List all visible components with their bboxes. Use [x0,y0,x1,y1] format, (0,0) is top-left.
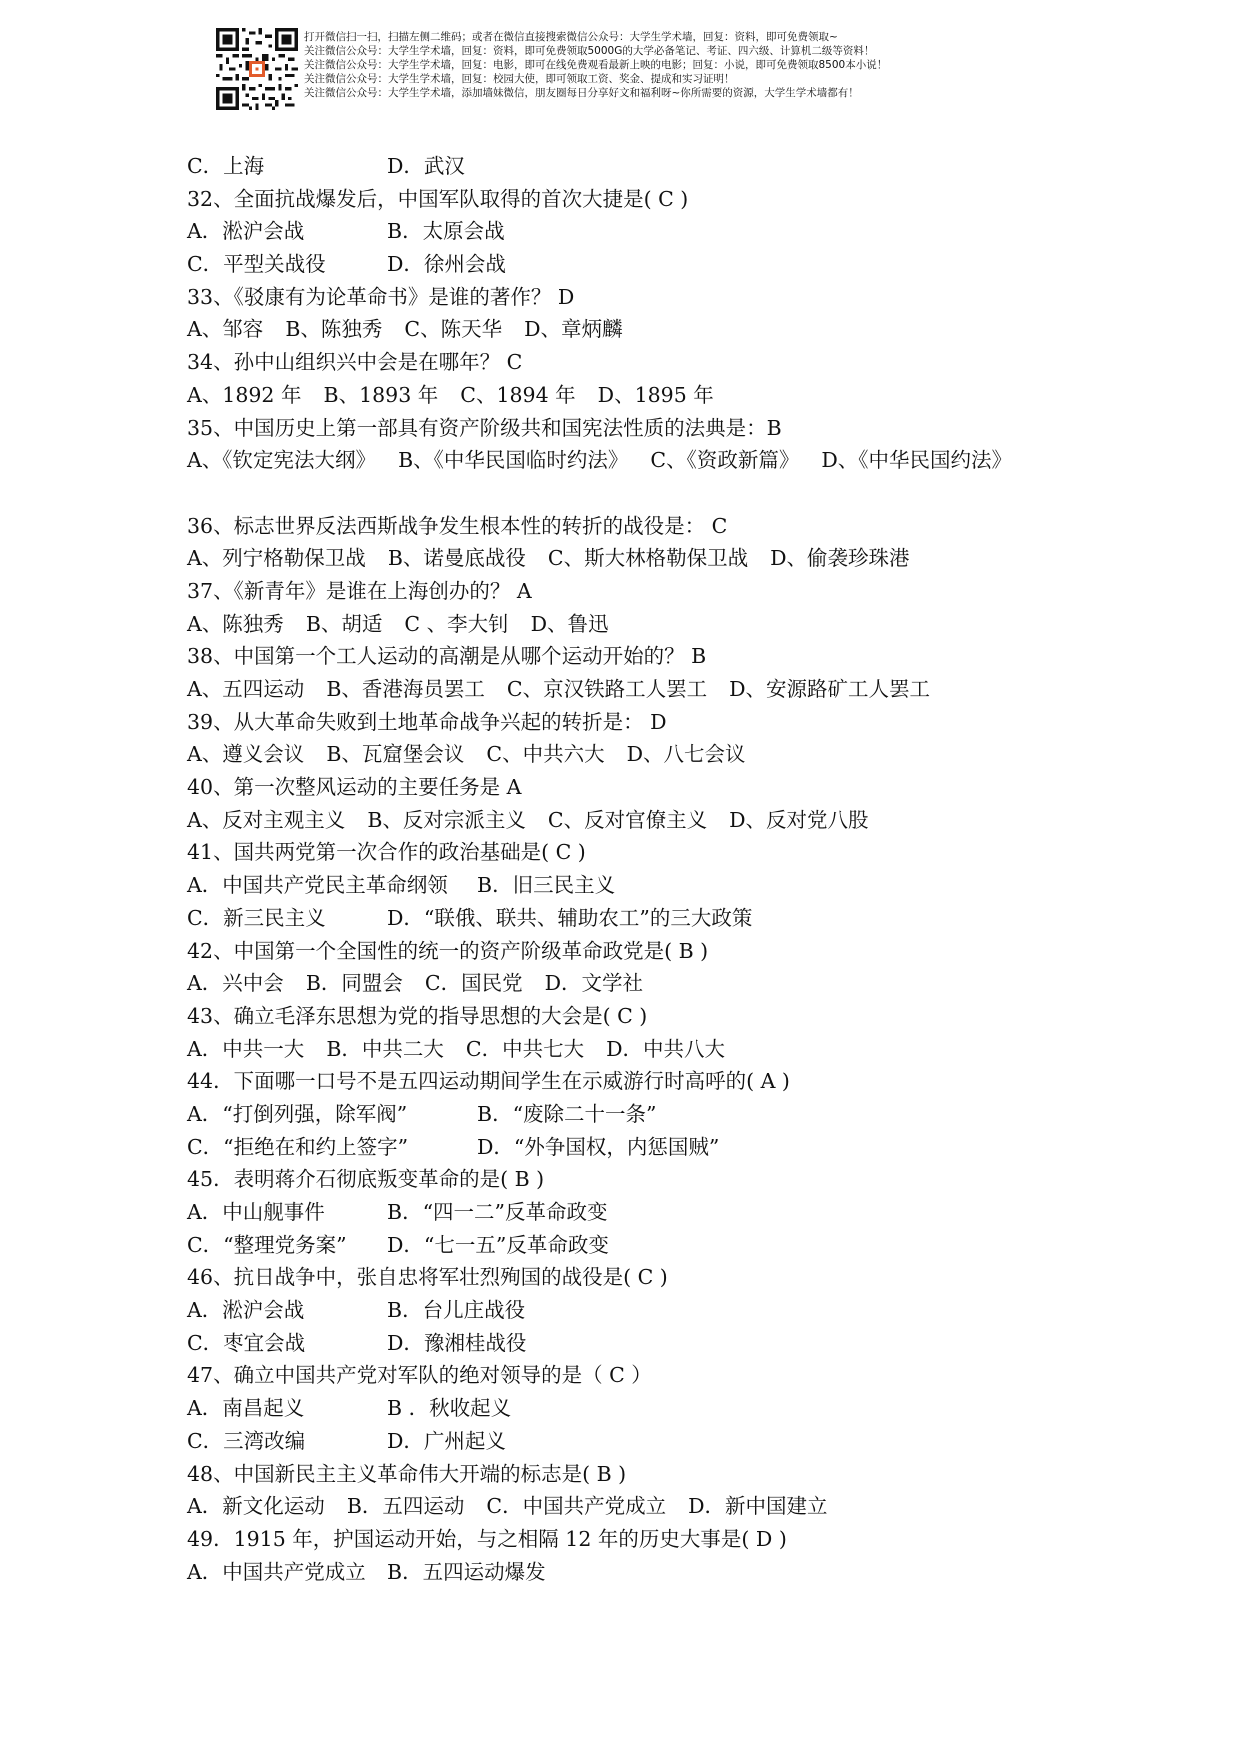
question-text: 41、国共两党第一次合作的政治基础是( C ) [187,840,586,865]
option-item: A．“打倒列强，除军阀” [187,1101,408,1126]
option-row [187,1294,1087,1327]
option-item: B、香港海员罢工 [326,677,485,701]
question-text: 40、第一次整风运动的主要任务是 A [187,775,522,800]
option-item: C．三湾改编 [187,1428,306,1453]
question-text: 33、《驳康有为论革命书》是谁的著作？ D [187,284,575,309]
option-item: B、胡适 [305,611,383,636]
option-item: B、反对宗派主义 [367,807,526,832]
option-item: C、《资政新篇》 [650,448,800,473]
option-item: D、反对党八股 [729,807,869,832]
option-item: A、邹容 [187,317,264,342]
option-item: D．豫湘桂战役 [387,1330,527,1355]
option-item: B、《中华民国临时约法》 [398,448,629,473]
option-row [187,1098,1087,1131]
question-text: 45．表明蒋介石彻底叛变革命的是( B ) [187,1167,545,1192]
option-item: A．中国共产党成立 [187,1559,366,1584]
option-item: C．中共七大 [465,1036,585,1061]
option-row [187,738,1087,771]
question-list [187,150,1087,1588]
option-row [187,313,1087,346]
question-text: 34、孙中山组织兴中会是在哪年？ C [187,350,523,375]
option-item: A．兴中会 [187,971,284,996]
option-item: C．“整理党务案” [187,1232,347,1257]
option-row [187,1425,1087,1458]
option-item: D．中共八大 [606,1036,726,1061]
promo-banner [216,28,996,112]
option-row [187,902,1087,935]
question-text: 43、确立毛泽东思想为党的指导思想的大会是( C ) [187,1003,648,1028]
option-item: B、陈独秀 [285,317,383,342]
option-item: D．徐州会战 [387,252,506,277]
option-item: B、瓦窟堡会议 [326,742,465,767]
option-item: D．“七一五”反革命政变 [387,1232,609,1257]
option-row [187,1556,1087,1589]
option-item: B．太原会战 [387,219,505,244]
option-item: C、中共六大 [486,742,605,767]
option-item: D、安源路矿工人罢工 [729,677,931,701]
banner-line: 打开微信扫一扫，扫描左侧二维码；或者在微信直接搜索微信公众号：大学生学术墙，回复：资料，即可免费领取~ [304,31,838,43]
banner-line: 关注微信公众号：大学生学术墙，回复：校园大使，即可领取工资、奖金、提成和实习证明！ [304,73,735,85]
option-row [187,444,1087,477]
option-item: B．“废除二十一条” [477,1101,657,1126]
question-text: 49．1915 年，护国运动开始，与之相隔 12 年的历史大事是( D ) [187,1526,787,1551]
option-row [187,804,1087,837]
option-item: B．“四一二”反革命政变 [387,1200,608,1224]
question-text: 48、中国新民主主义革命伟大开端的标志是( B ) [187,1461,627,1486]
option-item: B．五四运动爆发 [387,1559,546,1584]
option-item: D．“外争国权，内惩国贼” [477,1134,720,1159]
question-text: 42、中国第一个全国性的统一的资产阶级革命政党是( B ) [187,938,709,963]
option-item: A．淞沪会战 [187,1298,305,1323]
option-item: C．中国共产党成立 [486,1494,667,1519]
option-item: C．上海 [187,154,265,178]
option-item: C．平型关战役 [187,252,326,277]
option-item: A、列宁格勒保卫战 [187,546,366,571]
option-row [187,1490,1087,1523]
banner-line: 关注微信公众号：大学生学术墙，回复：资料，即可免费领取5000G的大学必备笔记、考证、四六级、计算机二级等资料！ [304,45,875,57]
option-item: D．文学社 [544,971,644,996]
banner-line: 关注微信公众号：大学生学术墙，添加墙妹微信，朋友圈每日分享好文和福利呀~你所需要的资源，大学生学术墙都有！ [304,87,859,99]
option-item: A．中国共产党民主革命纲领 [187,873,448,898]
option-item: B．同盟会 [305,971,403,996]
option-row [187,1033,1087,1066]
question-text: 47、确立中国共产党对军队的绝对领导的是（ C ） [187,1363,652,1388]
option-item: A．淞沪会战 [187,219,305,244]
option-item: C、反对官僚主义 [547,807,708,832]
option-row [187,967,1087,1000]
option-item: A．新文化运动 [187,1494,325,1519]
option-item: B ．秋收起义 [387,1396,512,1421]
option-item: C、1894 年 [460,382,576,407]
question-text: 37、《新青年》是谁在上海创办的？ A [187,578,532,603]
option-item: D．广州起义 [387,1428,506,1453]
option-item: D、《中华民国约法》 [821,448,1013,473]
option-item: A．南昌起义 [187,1396,305,1421]
option-row [187,150,1087,183]
option-row [187,215,1087,248]
question-text: 46、抗日战争中，张自忠将军壮烈殉国的战役是( C ) [187,1265,668,1290]
qr-code-icon[interactable] [216,28,298,110]
option-item: C、陈天华 [404,317,503,342]
option-item: A、陈独秀 [187,611,284,636]
option-item: B．台儿庄战役 [387,1298,526,1323]
option-item: A、五四运动 [187,677,305,701]
option-item: D．“联俄、联共、辅助农工”的三大政策 [387,905,753,930]
option-item: A、遵义会议 [187,742,305,767]
option-item: C．新三民主义 [187,905,326,930]
option-item: D．武汉 [387,154,465,178]
option-item: C、京汉铁路工人罢工 [506,677,708,701]
option-item: A、《钦定宪法大纲》 [187,448,377,473]
question-text: 35、中国历史上第一部具有资产阶级共和国宪法性质的法典是：B [187,415,782,440]
option-item: B、诺曼底战役 [387,546,526,571]
option-item: C 、李大钊 [404,611,509,636]
option-item: A、1892 年 [187,382,302,407]
option-item: C．枣宜会战 [187,1330,306,1355]
option-item: D、章炳麟 [524,317,623,342]
option-row [187,1327,1087,1360]
option-item: C．国民党 [424,971,523,996]
question-text: 38、中国第一个工人运动的高潮是从哪个运动开始的？ B [187,644,707,669]
option-item: C．“拒绝在和约上签字” [187,1134,409,1159]
option-row [187,379,1087,412]
option-row [187,1131,1087,1164]
banner-line: 关注微信公众号：大学生学术墙，回复：电影，即可在线免费观看最新上映的电影；回复：小说，即可免费领取8500本小说！ [304,59,888,71]
option-item: D．新中国建立 [688,1494,828,1519]
option-row [187,1196,1087,1229]
option-item: A、反对主观主义 [187,807,346,832]
option-item: B．五四运动 [346,1494,465,1519]
question-text: 32、全面抗战爆发后，中国军队取得的首次大捷是( C ) [187,186,689,211]
option-item: A．中山舰事件 [187,1200,325,1224]
question-text: 44．下面哪一口号不是五四运动期间学生在示威游行时高呼的( A ) [187,1069,790,1094]
option-row [187,542,1087,575]
option-item: B．旧三民主义 [477,873,616,898]
option-item: B、1893 年 [323,382,439,407]
question-text: 39、从大革命失败到土地革命战争兴起的转折是： D [187,709,667,734]
option-row [187,608,1087,641]
option-row [187,1392,1087,1425]
option-item: C、斯大林格勒保卫战 [547,546,749,571]
option-item: D、1895 年 [597,382,714,407]
option-item: D、鲁迅 [530,611,609,636]
blank-line [187,477,1087,510]
question-text: 36、标志世界反法西斯战争发生根本性的转折的战役是： C [187,513,728,538]
option-item: D、八七会议 [626,742,746,767]
option-item: A．中共一大 [187,1036,305,1061]
option-row [187,248,1087,281]
option-row [187,869,1087,902]
option-item: D、偷袭珍珠港 [770,546,910,571]
option-item: B．中共二大 [326,1036,444,1061]
option-row [187,1229,1087,1262]
banner-text [304,30,1004,100]
option-row [187,673,1087,706]
